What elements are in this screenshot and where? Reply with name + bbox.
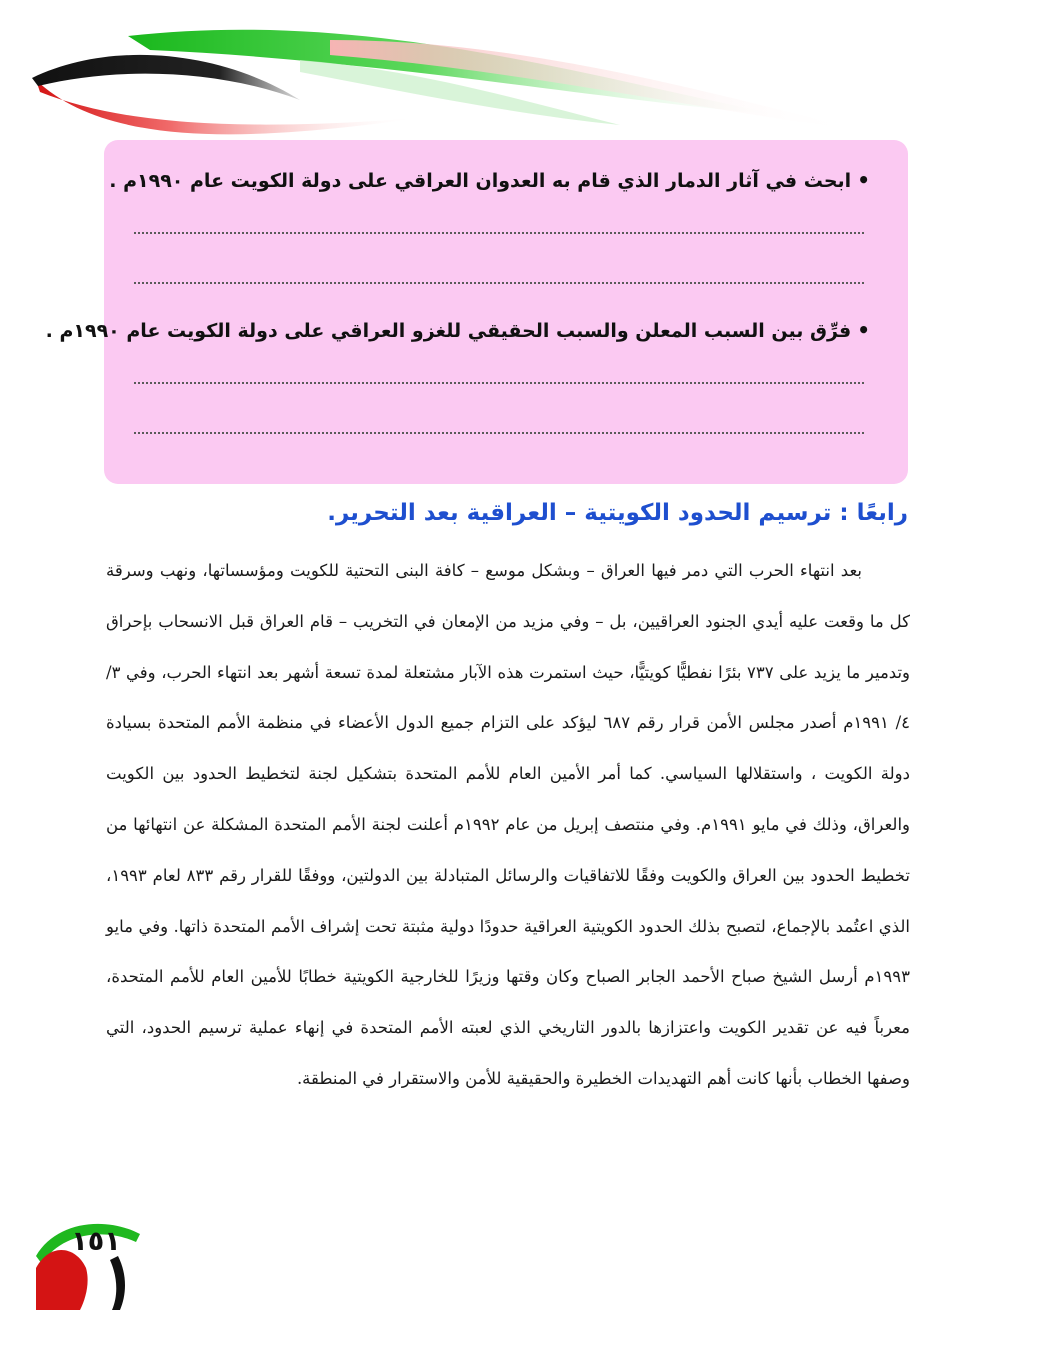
- answer-line-3[interactable]: [134, 382, 864, 384]
- flag-banner: [0, 0, 1062, 150]
- task-2-text: فرِّق بين السبب المعلن والسبب الحقيقي للغزو العراقي على دولة الكويت عام ١٩٩٠م .: [45, 320, 852, 342]
- activity-box: [45, 140, 908, 484]
- bullet-icon: •: [857, 318, 870, 342]
- answer-line-2[interactable]: [134, 282, 864, 284]
- body-text: [106, 546, 910, 1105]
- body-paragraph: بعد انتهاء الحرب التي دمر فيها العراق – وبشكل موسع – كافة البنى التحتية للكويت ومؤسساتها، ونهب وسرقة كل ما وقعت عليه أيدي الجنود العراقيين، بل – وفي مزيد من الإمعان في التخريب – قام العراق قبل الانسحاب بإحراق وتدمير ما يزيد على ٧٣٧ بئرًا نفطيًّا كويتيًّا، حيث استمرت هذه الآبار مشتعلة لمدة تسعة أشهر بعد انتهاء الحرب، وفي ٣/ ٤/ ١٩٩١م أصدر مجلس الأمن قرار رقم ٦٨٧ ليؤكد على التزام جميع الدول الأعضاء في منظمة الأمم المتحدة بسيادة دولة الكويت ، واستقلالها السياسي. كما أمر الأمين العام للأمم المتحدة بتشكيل لجنة لتخطيط الحدود بين الكويت والعراق، وذلك في مايو ١٩٩١م. وفي منتصف إبريل من عام ١٩٩٢م أعلنت لجنة الأمم المتحدة المشكلة عن انتهائها من تخطيط الحدود بين العراق والكويت وفقًا للاتفاقيات والرسائل المتبادلة بين الدولتين، ووفقًا للقرار رقم ٨٣٣ لعام ١٩٩٣، الذي اعتُمد بالإجماع، لتصبح بذلك الحدود الكويتية العراقية حدودًا دولية مثبتة تحت إشراف الأمم المتحدة ذاتها. وفي مايو ١٩٩٣م أرسل الشيخ صباح الأحمد الجابر الصباح وكان وقتها وزيرًا للخارجية الكويتية خطابًا للأمين العام للأمم المتحدة، معرباً فيه عن تقدير الكويت واعتزازها بالدور التاريخي الذي لعبته الأمم المتحدة في إنهاء عملية ترسيم الحدود، التي وصفها الخطاب بأنها كانت أهم التهديدات الخطيرة والحقيقية للأمن والاستقرار في المنطقة.: [106, 561, 911, 1088]
- task-2: [46, 318, 870, 342]
- page-number: ١٥١: [71, 1226, 121, 1257]
- flag-black-stripe: [32, 55, 300, 100]
- task-1: [109, 168, 870, 192]
- task-1-text: ابحث في آثار الدمار الذي قام به العدوان العراقي على دولة الكويت عام ١٩٩٠م .: [109, 170, 852, 192]
- bullet-icon: •: [857, 168, 870, 192]
- answer-line-1[interactable]: [134, 232, 864, 234]
- corner-red-shape: [36, 1250, 88, 1310]
- corner-black-arc: [110, 1256, 125, 1310]
- answer-line-4[interactable]: [134, 432, 864, 434]
- flag-red-stripe: [36, 80, 420, 134]
- section-heading: رابعًا : ترسيم الحدود الكويتية – العراقية بعد التحرير.: [327, 500, 908, 526]
